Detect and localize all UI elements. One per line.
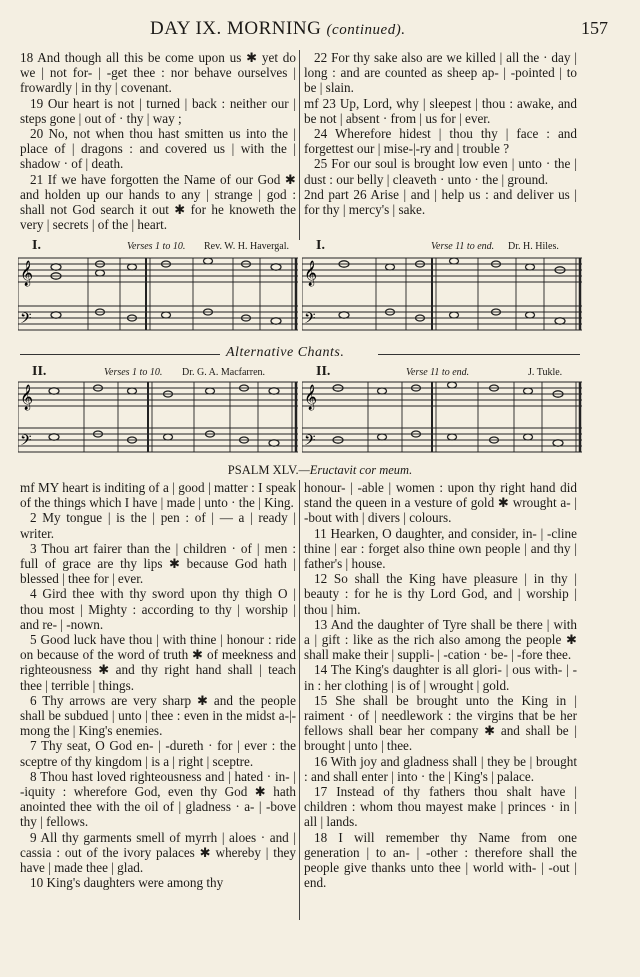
verse: 8 Thou hast loved righteousness and | hated · in- | -iquity : wherefore God, even thy God ✱ hath anointed thee with the oil of | gladness · a- | -bove thy | fellows.	[20, 768, 296, 830]
svg-text:𝄞: 𝄞	[304, 261, 318, 286]
verse: 20 No, not when thou hast smitten us into the | place of | dragons : and covered us | with the | shadow · of | death.	[20, 126, 296, 172]
verse: 2 My tongue | is the | pen : of | — a | ready | writer.	[20, 510, 296, 541]
svg-text:𝄢: 𝄢	[20, 310, 32, 331]
verse: 14 The King's daughter is all glori- | ous with- | -in : her clothing | is of | wrought | gold.	[304, 662, 577, 693]
chant-verses: Verses 1 to 10.	[127, 241, 186, 252]
verse: 19 Our heart is not | turned | back : neither our | steps gone | out of · thy | way ;	[20, 95, 296, 126]
column-divider	[299, 480, 300, 920]
verse: 22 For thy sake also are we killed | all the · day | long : and are counted as sheep ap- | -pointed | to be | slain.	[304, 50, 577, 96]
svg-text:𝄢: 𝄢	[304, 310, 316, 331]
divider-rule	[378, 354, 580, 355]
column-divider	[299, 50, 300, 240]
verse: 18 And though all this be come upon us ✱ yet do we | not for- | -get thee : nor behave ourselves | frowardly | in thy | covenant.	[20, 50, 296, 96]
chant-number: I.	[32, 238, 41, 253]
music-score	[302, 252, 582, 340]
verse: 24 Wherefore hidest | thou thy | face : and forgettest our | mise-|-ry and | trouble ?	[304, 126, 577, 157]
chant-verses: Verse 11 to end.	[406, 367, 470, 378]
verse: 15 She shall be brought unto the King in | raiment · of | needlework : the virgins that be her fellows shall bear her company ✱ and shall be | brought | unto | thee.	[304, 692, 577, 754]
music-score	[302, 376, 582, 464]
verse: 4 Gird thee with thy sword upon thy thigh O | thou most | Mighty : according to thy | worship | and re- | -nown.	[20, 586, 296, 632]
page-header	[0, 18, 640, 46]
right-column-bottom	[304, 480, 577, 890]
verse: 10 King's daughters were among thy	[30, 875, 224, 891]
verse: 16 With joy and gladness shall | they be | brought : and shall enter | into · the | King's | palace.	[304, 753, 577, 784]
verse: 13 And the daughter of Tyre shall be there | with a | gift : like as the rich also among the people ✱ shall make their | suppli- | -cation · be- | -fore thee.	[304, 616, 577, 663]
divider-rule	[20, 354, 220, 355]
verse: honour- | -able | women : upon thy right hand did stand the queen in a vesture of gold ✱ wrought a- | -bout with | divers | colours.	[304, 480, 577, 526]
alternative-chants-divider	[20, 345, 580, 363]
verse: 21 If we have forgotten the Name of our God ✱ and holden up our hands to any | strange | god : shall not God search it out ✱ for he knoweth the very | secrets | of the | heart.	[20, 171, 296, 233]
svg-text:𝄞: 𝄞	[20, 261, 34, 286]
page-title	[150, 18, 405, 40]
svg-text:𝄢: 𝄢	[304, 432, 316, 453]
verse: mf 23 Up, Lord, why | sleepest | thou : awake, and be not | absent · from | us for | ever.	[304, 95, 577, 126]
chant-composer: Dr. G. A. Macfarren.	[182, 367, 266, 378]
svg-text:𝄞: 𝄞	[304, 385, 318, 410]
day-title: DAY IX. MORNING	[150, 18, 322, 39]
chant-number: II.	[316, 364, 331, 379]
verse: 18 I will remember thy Name from one generation | to an- | -other : therefore shall the people give thanks unto thee | world with- | -out | end.	[304, 829, 577, 891]
verse: 11 Hearken, O daughter, and consider, in- | -cline thine | ear : forget also thine own people | and thy | father's | house.	[304, 525, 577, 572]
verse: 6 Thy arrows are very sharp ✱ and the people shall be subdued | unto | thee : even in the midst a-|-mong the | King's enemies.	[20, 692, 296, 739]
chant-verses: Verse 11 to end.	[431, 241, 495, 252]
music-score	[18, 252, 298, 340]
chant-composer: Rev. W. H. Havergal.	[204, 241, 289, 252]
verse: 3 Thou art fairer than the | children · of | men : full of grace are thy lips ✱ because God hath | blessed | thee for | ever.	[20, 540, 296, 587]
alternative-chants-label: Alternative Chants.	[226, 345, 345, 360]
chant-number: II.	[32, 364, 47, 379]
chant-composer: Dr. H. Hiles.	[508, 241, 559, 252]
verse: 2nd part 26 Arise | and | help us : and deliver us | for thy | mercy's | sake.	[304, 186, 577, 218]
chant-composer: J. Tukle.	[528, 367, 563, 378]
left-column-bottom	[20, 480, 296, 890]
svg-text:𝄢: 𝄢	[20, 432, 32, 453]
verse: 25 For our soul is brought low even | unto · the | dust : our belly | cleaveth · unto · the | ground.	[304, 156, 577, 187]
psalm-number: PSALM XLV.	[227, 463, 299, 477]
verse: 5 Good luck have thou | with thine | honour : ride on because of the word of truth ✱ of meekness and righteousness ✱ and thy right hand shall | teach thee | terrible | things.	[20, 632, 296, 693]
verse: 12 So shall the King have pleasure | in thy | beauty : for he is thy Lord God, and | worship | thou | him.	[304, 571, 577, 617]
left-column-top	[20, 50, 296, 232]
verse: 7 Thy seat, O God en- | -dureth · for | ever : the sceptre of thy kingdom | is a | right | sceptre.	[20, 738, 296, 769]
psalm-subtitle: —Eructavit cor meum.	[298, 463, 413, 477]
continued-label: (continued).	[326, 22, 406, 38]
right-column-top	[304, 50, 577, 217]
music-score	[18, 376, 298, 464]
verse: 17 Instead of thy fathers thou shalt have | children : whom thou mayest make | princes · in | all | lands.	[304, 784, 577, 830]
chant-number: I.	[316, 238, 325, 253]
chant-verses: Verses 1 to 10.	[104, 367, 163, 378]
psalm-title	[0, 463, 640, 478]
verse: mf MY heart is inditing of a | good | matter : I speak of the things which I have | made | unto · the | King.	[20, 480, 296, 511]
page-number: 157	[581, 18, 608, 38]
svg-text:𝄞: 𝄞	[20, 385, 34, 410]
verse: 9 All thy garments smell of myrrh | aloes · and | cassia : out of the ivory palaces ✱ whereby | they have | made thee | glad.	[20, 829, 296, 876]
